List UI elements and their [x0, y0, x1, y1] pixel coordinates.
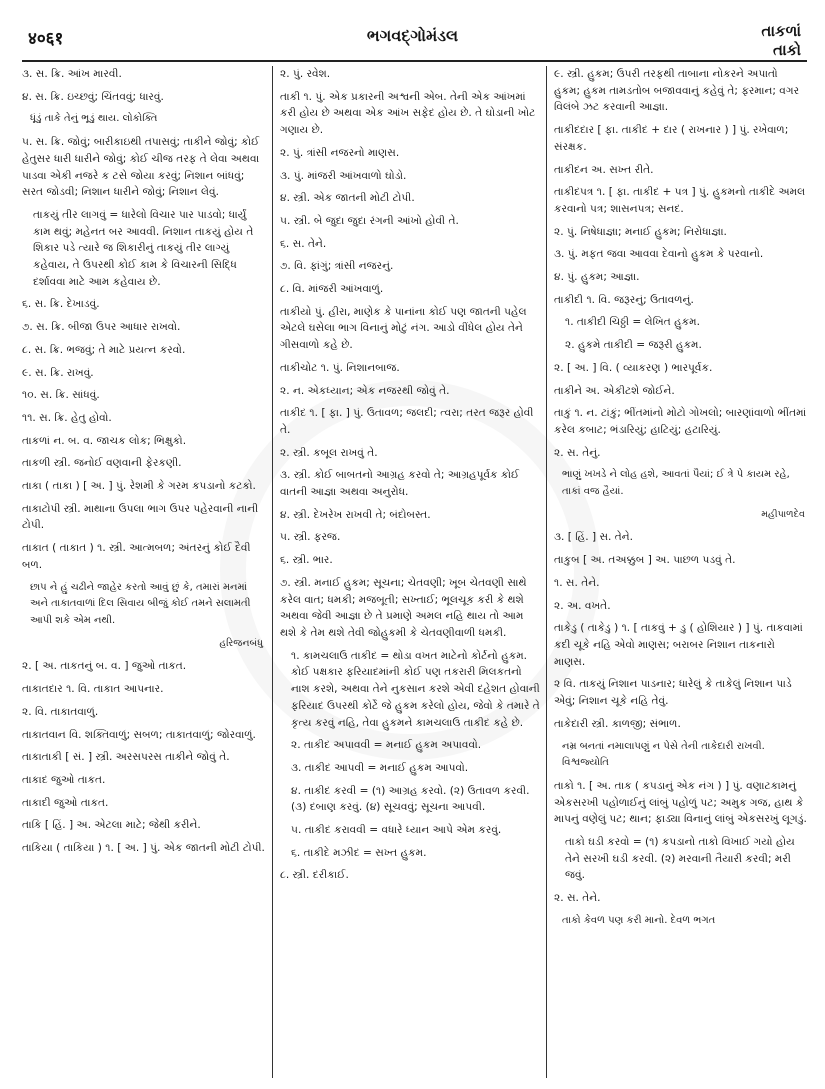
- entry-text: તાકી ૧. પું. એક પ્રકારની અશ્વની એબ. તેની એક આંખમાં કરી હોય છે અથવા એક આંખ સફેદ હોય છે. તે ઘોડાની ખોટ ગણાય છે.: [280, 90, 536, 137]
- entry-text: ભાણું ખખડે ને લોહ હશે, આવતાં પૈયાં; ઈ ત્રે પે કાયમ રહે, તાકાં વજ હૈયાં.: [562, 469, 790, 498]
- guide-word-first: તાકળાં: [761, 22, 801, 40]
- idiom-subentry: [280, 648, 540, 732]
- entry-text: તાકિ [ હિં. ] અ. એટલા માટે; જેથી કરીને.: [22, 819, 201, 832]
- column-divider: [272, 66, 273, 1078]
- dictionary-entry: [280, 304, 540, 354]
- quotation: [22, 580, 265, 630]
- dictionary-entry: [22, 319, 265, 336]
- entry-text: ૨. અ. વખતે.: [554, 599, 611, 612]
- entry-text: તાકાદી જુઓ તાકત.: [22, 796, 109, 809]
- idiom-subentry: [554, 314, 807, 331]
- citation-source: [22, 636, 265, 653]
- dictionary-entry: [280, 89, 540, 139]
- entry-text: તાકયું તીર લાગવું = ધારેલો વિચાર પાર પાડવો; ધાર્યું કામ થવું; મહેનત બર આવવી. નિશાન તાકયું હોય તે શિકાર પડે ત્યારે જ શિકારીનું તાકયું તીર લાગ્યું કહેવાય, તે ઉપરથી કોઈ કામ કે વિચારની સિદ્ધિ દર્શાવવા માટે આમ કહેવાય છે.: [33, 208, 254, 288]
- entry-text: તાકાદ જુઓ તાકત.: [22, 773, 106, 786]
- entry-text: તાકીયો પું. હીરા, માણેક કે પાનાંના કોઈ પણ જાતની પહેલ એટલે ઘસેલા ભાગ વિનાનું મોટું નંગ. આડો વીંધેલ હોય તેને ગીસવાળો કહે છે.: [280, 305, 527, 352]
- dictionary-entry: [554, 246, 807, 263]
- entry-text: ૨. પું. રવેશ.: [280, 68, 331, 80]
- idiom-subentry: [280, 760, 540, 777]
- entry-text: ૨. તાકીદ અપાવવી = મનાઈ હુકમ અપાવવો.: [291, 739, 482, 752]
- header-rule: [22, 60, 807, 62]
- entry-text: ૨. ન. એકધ્યાન; એક નજરથી જોવું તે.: [280, 384, 450, 397]
- entry-text: ૬. તાકીદે મઝીદ = સખ્ત હુકમ.: [291, 846, 427, 859]
- quotation: [554, 913, 807, 930]
- dictionary-entry: [280, 575, 540, 642]
- dictionary-entry: [22, 387, 265, 404]
- dictionary-entry: [280, 507, 540, 524]
- dictionary-entry: [554, 122, 807, 155]
- entry-text: ૨. સ. તેનું.: [554, 446, 601, 459]
- dictionary-entry: [22, 66, 265, 83]
- entry-text: ૮. સ. ક્રિ. ભજવું; તે માટે પ્રયત્ન કરવો.: [22, 343, 186, 356]
- entry-text: ૧૧. સ. ક્રિ. હેતુ હોવો.: [22, 411, 112, 424]
- idiom-subentry: [22, 207, 265, 291]
- dictionary-entry: [280, 552, 540, 569]
- entry-text: ૨ વિ. તાકયું નિશાન પાડનાર; ધારેલું કે તાકેલું નિશાન પાડે એવું; નિશાન ચૂકે નહિ તેવું.: [554, 678, 792, 708]
- entry-text: ૪. પું. હુકમ; આજ્ઞા.: [554, 271, 640, 284]
- dictionary-entry: [554, 676, 807, 709]
- entry-text: ૩. તાકીદ આપવી = મનાઈ હુકમ આપવો.: [291, 761, 469, 774]
- page-header: [0, 0, 825, 58]
- entry-text: તાકુબ [ અ. તઅક્કુબ ] અ. પાછળ પડવું તે.: [554, 554, 736, 567]
- dictionary-entry: [280, 445, 540, 462]
- entry-text: તાકીદપત્ર ૧. [ ફા. તાકીદ + પત્ર ] પું. હુકમનો તાકીદે અમલ કરવાનો પત્ર; શાસનપત્ર; સનદ.: [554, 186, 806, 215]
- citation-source: [554, 507, 807, 524]
- dictionary-entry: [22, 433, 265, 450]
- entry-text: તાકો કેવળ પણ કરી માનો. દેવળ ભગત: [562, 914, 716, 926]
- idiom-subentry: [280, 783, 540, 816]
- dictionary-entry: [554, 529, 807, 546]
- entry-text: ૩. પું. માંજરી આંખવાળો ઘોડો.: [280, 169, 407, 182]
- entry-text: ૩. પું. મફત જવા આવવા દેવાનો હુકમ કે પરવાનો.: [554, 248, 764, 261]
- entry-text: ૪. તાકીદ કરવી = (૧) આગ્રહ કરવો. (૨) ઉતાવળ કરવી. (૩) દબાણ કરવું. (૪) સૂચવવું; સૂચના આપવી.: [291, 784, 530, 814]
- dictionary-entry: [22, 296, 265, 313]
- dictionary-entry: [22, 365, 265, 382]
- entry-text: ૫. સ્ત્રી. બે જુદા જુદા રંગની આંખો હોવી તે.: [280, 214, 459, 227]
- dictionary-entry: [280, 529, 540, 546]
- dictionary-entry: [22, 681, 265, 698]
- idiom-subentry: [280, 845, 540, 862]
- entry-text: તાકીદી ૧. વિ. જરૂરનું; ઉતાવળનું.: [554, 293, 694, 306]
- idiom-subentry: [280, 737, 540, 754]
- dictionary-entry: [554, 598, 807, 615]
- entry-text: તાકીદ ૧. [ ફા. ] પું. ઉતાવળ; જલદી; ત્વરા; તરત જરૂર હોવી તે.: [280, 407, 534, 436]
- entry-text: ૧. કામચલાઉ તાકીદ = થોડા વખત માટેનો કોર્ટનો હુકમ. કોઈ પક્ષકાર ફરિયાદમાંની કોઈ પણ તકરારી મિલકતનો નાશ કરશે, અથવા તેને નુકસાન કરશે એવી દહેશત હોવાની ફરિયાદ ઉપરથી કોર્ટે જે હુકમ કરેલો હોય, જેવો કે તમારે તે કૃત્ય કરવું નહિ, તેવા હુકમને કામચલાઉ તાકીદ કહે છે.: [291, 649, 540, 729]
- dictionary-entry: [22, 478, 265, 495]
- dictionary-entry: [22, 658, 265, 675]
- entry-text: ૨. પું. ત્રાંસી નજરનો માણસ.: [280, 146, 400, 159]
- entry-text: તાકો ૧. [ અ. તાક ( કપડાનું એક નંગ ) ] પું. વણાટકામનું એકસરખી પહોળાઈનું લાંબું પહોળું પટ; અમુક ગજ, હાથ કે માપનું વણેલું પટ; થાન; ફાડ્યા વિનાનું લાંબું એકસરખું લૂગડું.: [554, 779, 807, 826]
- dictionary-entry: [554, 224, 807, 241]
- idiom-subentry: [280, 822, 540, 839]
- dictionary-entry: [280, 405, 540, 438]
- entry-text: ૬. સ. ક્રિ. દેખાડવું.: [22, 298, 100, 311]
- entry-text: ૭. સ્ત્રી. મનાઈ હુકમ; સૂચના; ચેતવણી; ખૂબ ચેતવણી સાથે કરેલ વાત; ધમકી; મજબૂતી; સખ્તાઈ; ભૂલચૂક કરી કે થશે અથવા જેવી આજ્ઞા છે તે પ્રમાણે અમલ નહિ થાય તો આમ થશે કે તેમ થશે તેવી જોહુકમી કે ચેતવણીવાળી ધમકી.: [280, 576, 527, 639]
- dictionary-entry: [554, 405, 807, 438]
- dictionary-entry: [554, 778, 807, 828]
- dictionary-entry: [554, 383, 807, 400]
- dictionary-entry: [280, 145, 540, 162]
- entry-text: મહીપાળદેવ: [761, 508, 805, 520]
- entry-text: ૨. હુકમે તાકીદી = જરૂરી હુકમ.: [565, 339, 702, 352]
- dictionary-entry: [554, 360, 807, 377]
- guide-words: [761, 22, 801, 60]
- entry-text: તાકીને અ. એકીટશે જોઈને.: [554, 384, 675, 397]
- entry-text: તાકેડુ ( તાકેડુ ) ૧. [ તાકવું + ડુ ( હોશિયાર ) ] પું. તાકવામાં કદી ચૂકે નહિ એવો માણસ; બરાબર નિશાન તાકનારો માણસ.: [554, 622, 803, 668]
- dictionary-entry: [22, 749, 265, 766]
- dictionary-entry: [22, 704, 265, 721]
- entry-text: તાકળાં ન. બ. વ. જાચક લોક; ભિક્ષુકો.: [22, 434, 187, 447]
- dictionary-entry: [554, 716, 807, 733]
- entry-text: ૮. વિ. માંજરી આંખવાળું.: [280, 283, 384, 296]
- dictionary-entry: [554, 575, 807, 592]
- dictionary-entry: [280, 258, 540, 275]
- entry-text: તાકીચોટ ૧. પું. નિશાનબાજ.: [280, 361, 400, 374]
- dictionary-entry: [22, 342, 265, 359]
- entry-text: તાકળી સ્ત્રી. જનોઈ વણવાની ફેરકણી.: [22, 457, 182, 470]
- dictionary-entry: [554, 890, 807, 907]
- dictionary-entry: [554, 620, 807, 670]
- entry-text: ૨. સ. તેને.: [554, 892, 601, 905]
- entry-text: ૬. સ. તેને.: [280, 237, 327, 250]
- entry-text: ૬. સ્ત્રી. ભાર.: [280, 554, 333, 567]
- entry-text: તાકિયા ( તાકિયા ) ૧. [ અ. ] પું. એક જાતની મોટી ટોપી.: [22, 842, 265, 855]
- dictionary-entry: [554, 184, 807, 217]
- entry-text: તાકાટોપી સ્ત્રી. માથાના ઉપલા ભાગ ઉપર પહેરવાની નાની ટોપી.: [22, 502, 259, 532]
- dictionary-entry: [554, 445, 807, 462]
- dictionary-entry: [22, 727, 265, 744]
- entry-text: તાકીદન અ. સખ્ત રીતે.: [554, 163, 654, 176]
- entry-text: તાકું ૧. ન. ટાંકું; ભીંતમાંનો મોટો ગોખલો; બારણાંવાળો ભીંતમાં કરેલ કબાટ; ભંડારિયું; હાટિયું; હટારિયું.: [554, 407, 807, 436]
- dictionary-entry: [22, 455, 265, 472]
- dictionary-entry: [554, 269, 807, 286]
- entry-text: ૫. સ્ત્રી. ફરજ.: [280, 531, 341, 544]
- entry-text: ૩. સ. ક્રિ. આંખ મારવી.: [22, 68, 122, 80]
- entry-text: ધૂંડું તાકે તેનું ભૂડું થાય. લોકોક્તિ: [30, 113, 158, 125]
- dictionary-entry: [280, 281, 540, 298]
- entry-text: તાકાતાકી [ સં. ] સ્ત્રી. અરસપરસ તાકીને જોવું તે.: [22, 751, 230, 764]
- dictionary-entry: [22, 840, 265, 857]
- dictionary-entry: [22, 89, 265, 106]
- dictionary-entry: [280, 867, 540, 884]
- entry-text: તાકાત ( તાકાત ) ૧. સ્ત્રી. આત્મબળ; અંતરનું કોઈ દૈવી બળ.: [22, 542, 251, 571]
- column-1: [22, 66, 265, 1078]
- quotation: [554, 467, 807, 500]
- quotation: [554, 739, 807, 772]
- entry-text: હરિજનબંધુ: [219, 637, 263, 649]
- entry-text: ૨. [ અ. ] વિ. ( વ્યાકરણ ) ભારપૂર્વક.: [554, 361, 713, 374]
- entry-text: ૩. [ હિં. ] સ. તેને.: [554, 531, 634, 544]
- running-title: ભગવદ્ગોમંડલ: [366, 26, 459, 45]
- entry-text: ૯. સ. ક્રિ. રાખવું.: [22, 366, 94, 379]
- dictionary-entry: [280, 236, 540, 253]
- entry-text: તાકેદારી સ્ત્રી. કાળજી; સંભાળ.: [554, 717, 681, 730]
- dictionary-entry: [554, 162, 807, 179]
- dictionary-entry: [22, 134, 265, 201]
- guide-word-last: તાકો: [773, 41, 801, 59]
- entry-text: ૨. પું. નિષેધાજ્ઞા; મનાઈ હુકમ; નિરોધાજ્ઞા.: [554, 225, 727, 238]
- entry-text: ૩. સ્ત્રી. કોઈ બાબતનો આગ્રહ કરવો તે; આગ્રહપૂર્વક કોઈ વાતની આજ્ઞા અથવા અનુરોધ.: [280, 469, 520, 499]
- page-number: ४०६१: [28, 29, 64, 49]
- quotation: [22, 111, 265, 128]
- column-3: [554, 66, 807, 1078]
- column-2: [280, 66, 540, 1078]
- entry-text: ૪. સ્ત્રી. એક જાતની મોટી ટોપી.: [280, 192, 415, 205]
- dictionary-entry: [22, 795, 265, 812]
- dictionary-entry: [280, 467, 540, 500]
- entry-text: તાકો ઘડી કરવો = (૧) કપડાનો તાકો વિખાઈ ગયો હોય તેને સરખી ઘડી કરવી. (૨) મરવાની તૈયારી કરવી; મરી જવું.: [565, 836, 795, 882]
- entry-text: ૪. સ્ત્રી. દેખરેખ રાખવી તે; બંદોબસ્ત.: [280, 508, 431, 521]
- dictionary-entry: [280, 190, 540, 207]
- dictionary-entry: [280, 66, 540, 83]
- entry-text: ૨. સ્ત્રી. કબૂલ રાખવું તે.: [280, 446, 378, 459]
- dictionary-entry: [554, 552, 807, 569]
- dictionary-entry: [22, 540, 265, 573]
- entry-text: ૧. સ. તેને.: [554, 576, 600, 589]
- entry-text: ૮. સ્ત્રી. દરીકાઈ.: [280, 869, 349, 882]
- entry-text: નમ્ર બનતાં નમાલાપણું ન પેસે તેની તાકેદારી રાખવી. વિશ્વજ્યોતિ: [562, 740, 765, 769]
- dictionary-columns: [22, 66, 807, 1078]
- entry-text: તાકીદદાર [ ફા. તાકીદ + દાર ( રાખનાર ) ] પું. રખેવાળ; સંરક્ષક.: [554, 124, 789, 153]
- dictionary-entry: [554, 66, 807, 116]
- dictionary-entry: [22, 817, 265, 834]
- entry-text: ૧૦. સ. ક્રિ. સાંધવું.: [22, 389, 100, 402]
- entry-text: ૫. સ. ક્રિ. જોવું; બારીકાઇથી તપાસવું; તાકીને જોવું; કોઈ હેતુસર ધારી ધારીને જોવું; કોઈ ચીજ તરફ તે લેવા અથવા પાડવા એકી નજરે ક ટસે જોયા કરવું; નિશાન બાંધવું; સરત જોડવી; નિશાન ધારીને જોવું; નિશાન લેવું.: [22, 136, 260, 199]
- dictionary-entry: [22, 772, 265, 789]
- entry-text: ૨. વિ. તાકાતવાળું.: [22, 705, 99, 718]
- dictionary-entry: [280, 360, 540, 377]
- dictionary-entry: [280, 213, 540, 230]
- entry-text: ૭. વિ. ફાંગું; ત્રાંસી નજરનું.: [280, 260, 394, 273]
- entry-text: ૫. તાકીદ કરાવવી = વધારે ધ્યાન આપે એમ કરવું.: [291, 824, 502, 837]
- entry-text: તાકાતદાર ૧. વિ. તાકાત આપનાર.: [22, 683, 164, 696]
- dictionary-entry: [554, 292, 807, 309]
- entry-text: ૯. સ્ત્રી. હુકમ; ઉપરી તરફથી તાબાના નોકરને અપાતો હુકમ; હુકમ તામડતોબ બજાવવાનું કહેવું તે; ફરમાન; વગર વિલંબે ઝટ કરવાની આજ્ઞા.: [554, 68, 800, 114]
- idiom-subentry: [554, 337, 807, 354]
- entry-text: તાકાતવાન વિ. શક્તિવાળું; સબળ; તાકાતવાળું; જોરવાળું.: [22, 728, 256, 741]
- entry-text: ૪. સ. ક્રિ. ઇચ્છવું; ચિંતવવું; ધારવું.: [22, 90, 164, 103]
- column-divider: [546, 66, 547, 1078]
- dictionary-entry: [280, 168, 540, 185]
- entry-text: તાકા ( તાકા ) [ અ. ] પું. રેશમી કે ગરમ કપડાનો કટકો.: [22, 480, 256, 493]
- idiom-subentry: [554, 834, 807, 884]
- dictionary-entry: [280, 383, 540, 400]
- dictionary-entry: [22, 501, 265, 534]
- dictionary-entry: [22, 410, 265, 427]
- entry-text: ૭. સ. ક્રિ. બીજા ઉપર આધાર રાખવો.: [22, 321, 181, 334]
- entry-text: ૧. તાકીદી ચિઠ્ઠી = લેખિત હુકમ.: [565, 316, 700, 329]
- entry-text: છાપ ને હું ચઢીને જાહેર કરતો આવું છું કે, તમારાં મનમાં અને તાકાતવાળાં દિલ સિવાય બીજું કોઈ તમને સલામતી આપી શકે એમ નથી.: [30, 581, 251, 626]
- entry-text: ૨. [ અ. તાકતનું બ. વ. ] જુઓ તાકત.: [22, 660, 187, 673]
